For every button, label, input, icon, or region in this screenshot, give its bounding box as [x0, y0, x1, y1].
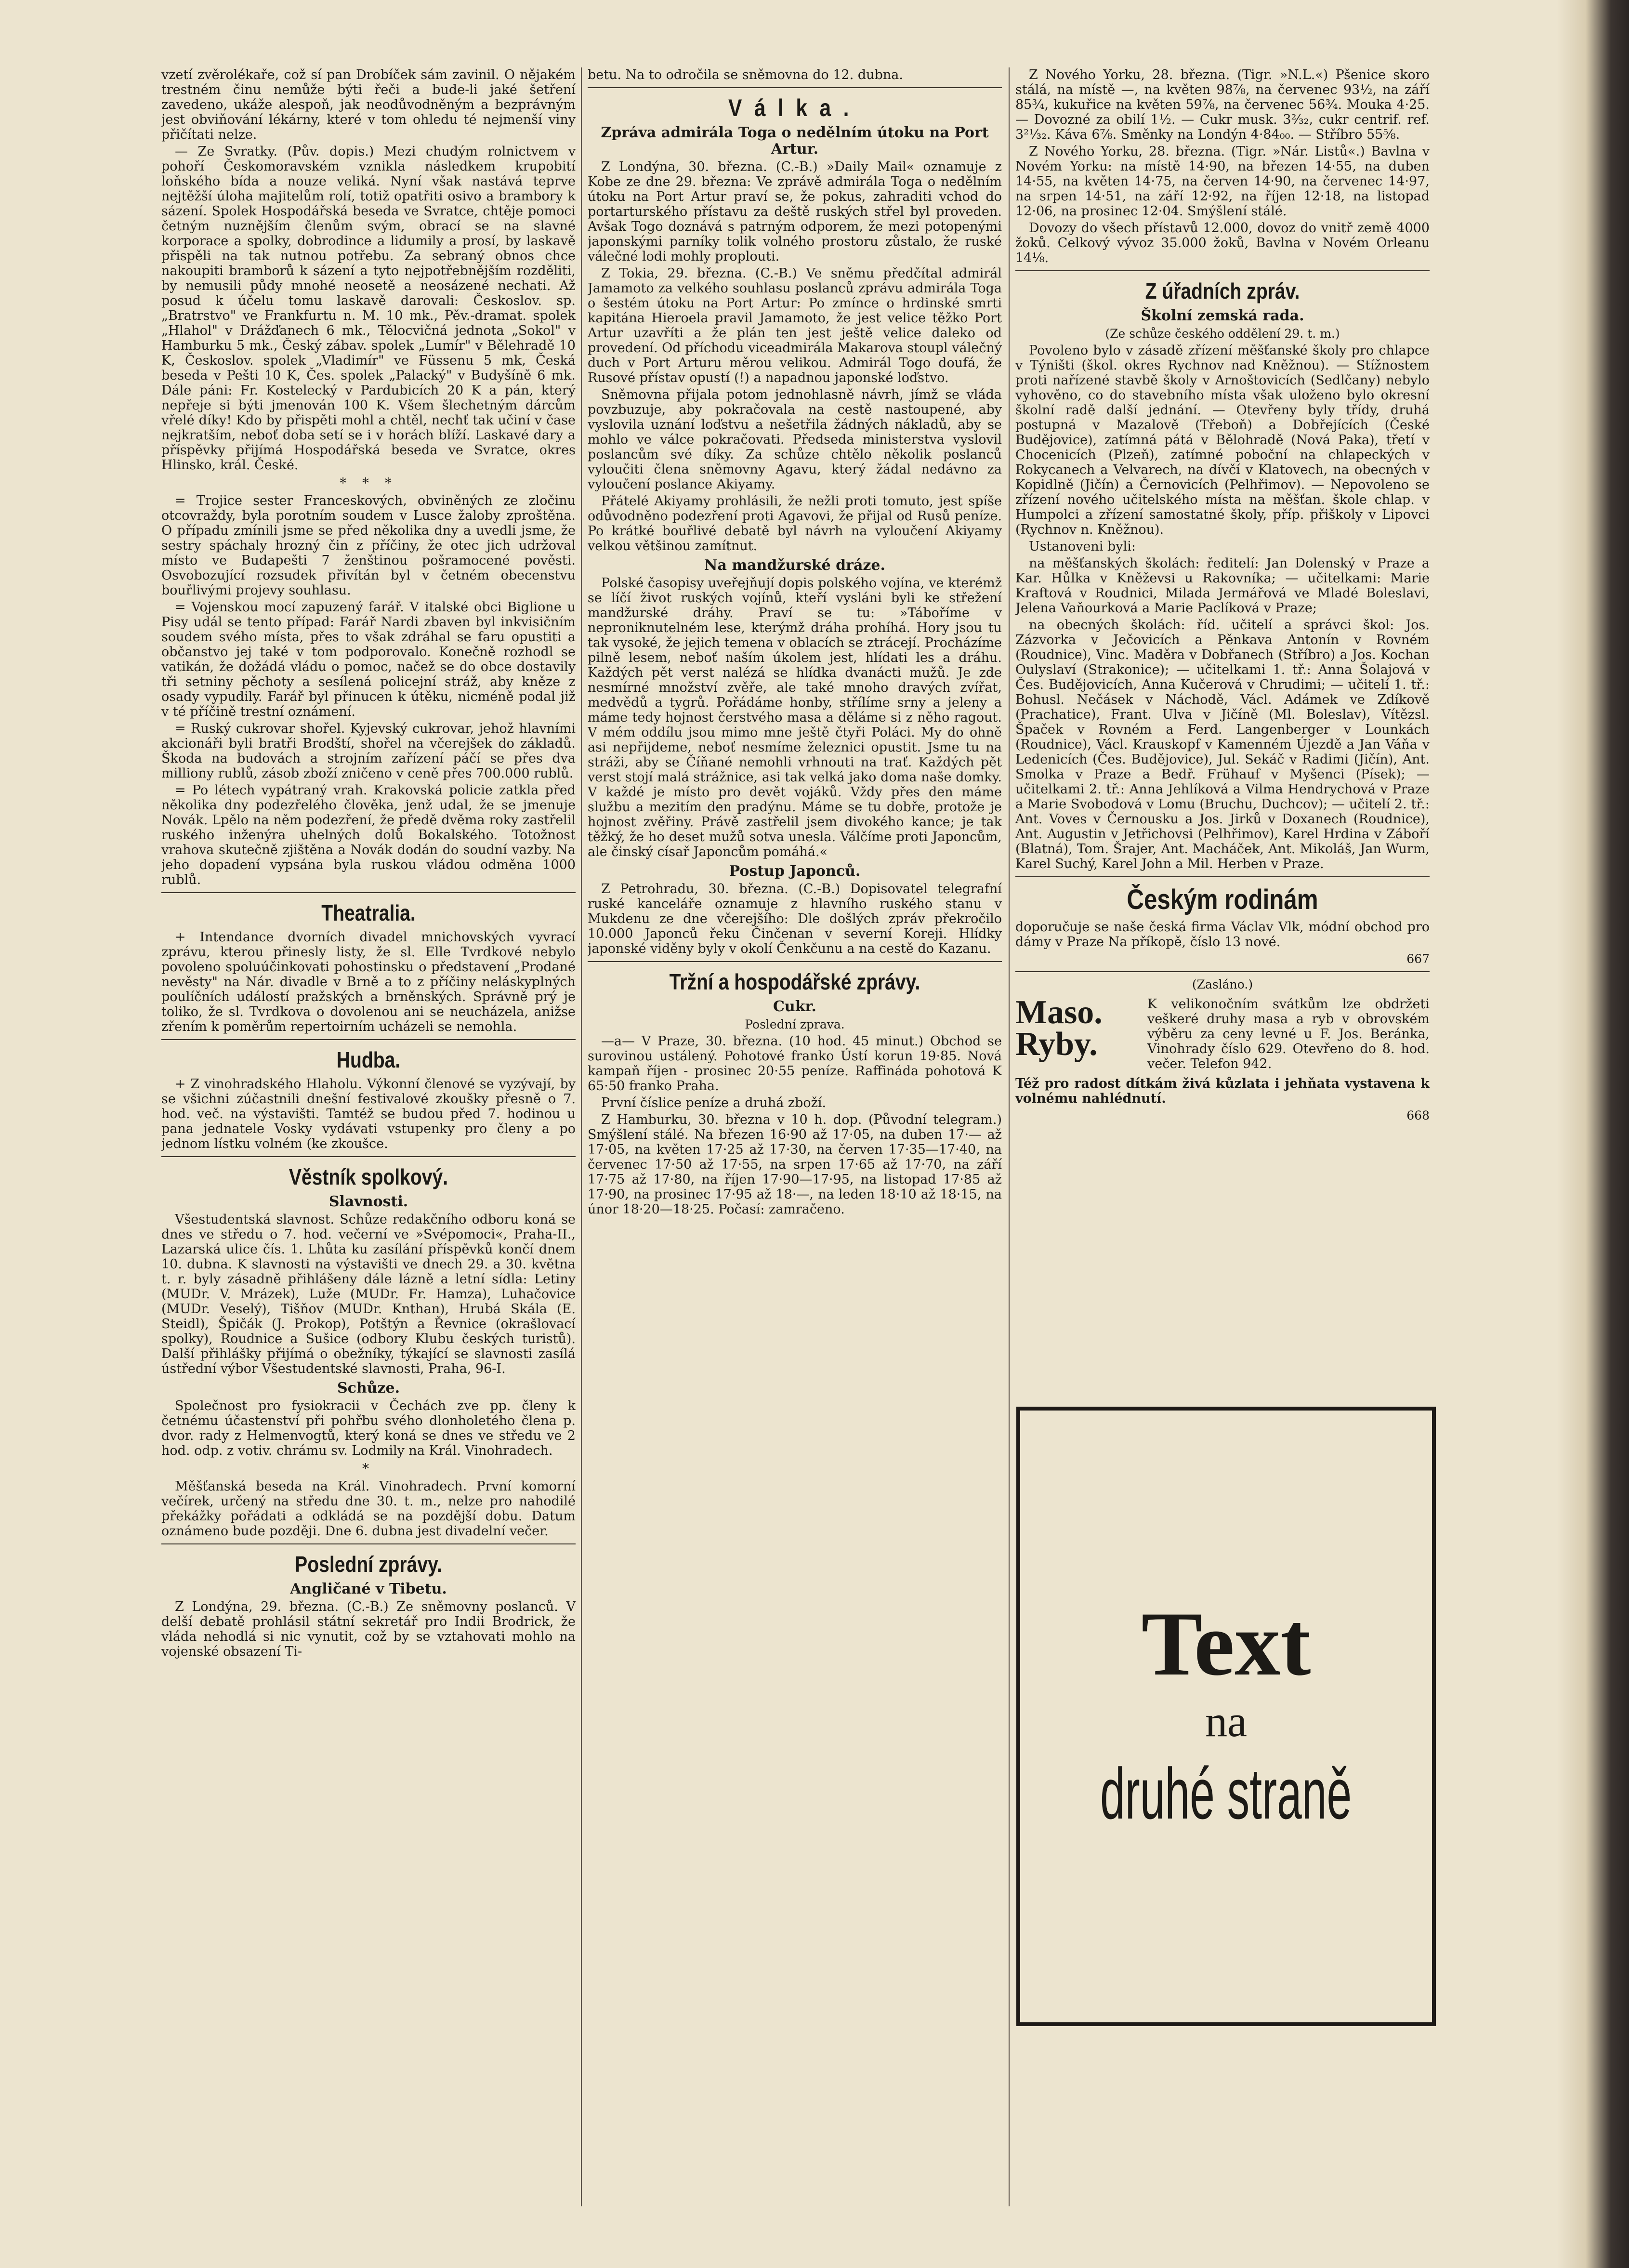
- sub-note: Poslední zprava.: [745, 1017, 845, 1031]
- advert-text: doporučuje se naše česká firma Václav Vlk, módní obchod pro dámy v Praze Na příkopě, číslo 13 nové.: [1015, 920, 1430, 949]
- sub-heading: Slavnosti.: [328, 1193, 408, 1210]
- divider: [588, 961, 1002, 962]
- advert-number: 668: [1406, 1108, 1430, 1122]
- article-text: — Ze Svratky. (Pův. dopis.) Mezi chudým rolnictvem v pohoří Českomoravském vznikla následkem krupobití loňského bída a nouze veliká. Nyní však nastává teprve nejtěžší úloha majitelům rolí, totiž opatřiti osivo a brambory k sázení. Spolek Hospodářská beseda ve Svratce, chtěje pomoci četným nuznějším členům svým, obrací se na slavné korporace a spolky, dobrodince a lidumily a prosí, by laskavě přispěli na tak nutnou potřebu. Za sebraný obnos chce nakoupiti bramborů k sázení a tyto nejpotřebnějším rozděliti, by nemusili půdy mnohé neosetě a neosázené nechati. Až posud k účelu tomu laskavě darovali: Českoslov. sp. „Bratrstvo" ve Frankfurtu n. M. 10 mk., Pěv.-dramat. spolek „Hlahol" v Drážďanech 6 mk., Tělocvičná jednota „Sokol" v Hamburku 5 mk., Český zábav. spolek „Lumír" v Bělehradě 10 K, Českoslov. spolek „Vladimír" ve Füssenu 5 mk, Česká beseda v Pešti 10 K, Čes. spolek „Palacký" v Budyšíně 6 mk. Dále páni: Fr. Kostelecký v Pardubicích 20 K a pán, který nepřeje si býti jmenován 100 K. Všem šlechetným dárcům vřelé díky! Kdo by přispěti mohl a chtěl, nechť tak učiní v čase nejkratším, neboť doba setí se i v horách blíží. Laskavé dary a příspěvky přijímá Hospodářská beseda ve Svratce, okres Hlinsko, král. České.: [161, 144, 576, 473]
- article-text: na měšťanských školách: ředitelí: Jan Dolenský v Praze a Kar. Hůlka v Kněževsi u Rakovníka; — učitelkami: Marie Kraftová v Roudnici, Milada Jermářová ve Mladé Boleslavi, Jelena Vaňourková a Marie Paclíková v Praze;: [1015, 556, 1430, 616]
- section-heading: Z úřadních zpráv.: [1145, 278, 1300, 303]
- article-text: Z Tokia, 29. března. (C.-B.) Ve sněmu předčítal admirál Jamamoto za velkého souhlasu poslanců zprávu admirála Toga o šestém útoku na Port Artur: Po zmínce o hrdinské smrti kapitána Hieroela pravil Jamamoto, že jest velice těžko Port Artur uzavříti a že plán ten jest ještě velice daleko od provedení. Od příchodu viceadmirála Makarova stoupl válečný duch v Port Arturu měrou velikou. Admirál Togo doufá, že Rusové přístav opustí (!) a napadnou japonské loďstvo.: [588, 266, 1002, 385]
- placeholder-subtitle: druhé straně: [1100, 1753, 1352, 1834]
- section-heading: Tržní a hospodářské zprávy.: [669, 969, 920, 994]
- section-heading: Theatralia.: [321, 900, 416, 925]
- divider: [1015, 270, 1430, 271]
- advert-number: 667: [1406, 952, 1430, 966]
- article-text: Z Nového Yorku, 28. března. (Tigr. »Nár. Listů«.) Bavlna v Novém Yorku: na místě 14·90, na březen 14·55, na duben 14·55, na květen 14·75, na červen 14·90, na červenec 14·97, na srpen 14·51, na září 12·92, na říjen 12·18, na listopad 12·06, na prosinec 12·04. Smýšlení stálé.: [1015, 144, 1430, 219]
- article-text: Z Hamburku, 30. března v 10 h. dop. (Původní telegram.) Smýšlení stálé. Na březen 16·90 až 17·05, na duben 17·— až 17·05, na květen 17·25 až 17·30, na červen 17·35—17·40, na červenec 17·50 až 17·55, na srpen 17·65 až 17·70, na září 17·75 až 17·80, na říjen 17·90—17·95, na listopad 17·85 až 17·90, na prosinec 17·95 až 18·—, na leden 18·10 až 18·15, na únor 18·20—18·25. Počasí: zamračeno.: [588, 1112, 1002, 1217]
- advert-text: K velikonočním svátkům lze obdržeti veškeré druhy masa a ryb v obrovském výběru za ceny levné u F. Jos. Beránka, Vinohrady číslo 629. Otevřeno do 8. hod. večer. Telefon 942.: [1147, 997, 1430, 1071]
- article-text: vzetí zvěrolékaře, což sí pan Drobíček sám zavinil. O nějakém trestném činu nemůže býti řeči a bude-li jaké šetření zavedeno, ukáže alespoň, jak neodůvodněným a bezprávným jest obviňování lékárny, které v tom ohledu té nejmenší viny přičítati nelze.: [161, 67, 576, 142]
- section-heading: Válka.: [728, 94, 861, 121]
- sub-heading: Cukr.: [773, 998, 816, 1015]
- placeholder-word: na: [1205, 1697, 1247, 1746]
- article-text: + Intendance dvorních divadel mnichovských vyvrací zprávu, kterou přinesly listy, že sl. Elle Tvrdkové nebylo povoleno spoluúčinkovati pohostinsku o představení „Prodané nevěsty" na Nár. divadle v Brně a to z příčiny neláskyplných poulíčních událostí pražských a brněnských. Správně prý je toliko, že sl. Tvrdkova o dovolenou ani se neucházela, anižse zřením k poměrům repertoirním ucházeli se nemohla.: [161, 930, 576, 1034]
- article-text: Z Londýna, 29. března. (C.-B.) Ze sněmovny poslanců. V delší debatě prohlásil státní sekretář pro Indii Brodrick, že vláda nehodlá si nic vynutit, což by se vztahovati mohlo na vojenské obsazení Ti-: [161, 1599, 576, 1659]
- article-text: Sněmovna přijala potom jednohlasně návrh, jímž se vláda povzbuzuje, aby pokračovala na cestě nastoupené, aby vyslovila uznání loďstvu a nešetřila žádných nákladů, aby se mohlo ve válce pokračovati. Předseda ministerstva vyslovil poslancům své díky. Za schůze chtělo několik poslanců vyloučiti člena sněmovny Agavu, který žádal nedávno za vyloučení poslance Akiyamy.: [588, 387, 1002, 492]
- article-text: Společnost pro fysiokracii v Čechách zve pp. členy k četnému účastenství při pohřbu svého dlonholetého člena p. dvor. rady z Helmenvogtů, který koná se dnes ve středu ve 2 hod. odp. z votiv. chrámu sv. Lodmily na Král. Vinohradech.: [161, 1398, 576, 1458]
- article-text: Dovozy do všech přístavů 12.000, dovoz do vnitř země 4000 žoků. Celkový vývoz 35.000 žoků, Bavlna v Novém Orleanu 14⅛.: [1015, 221, 1430, 265]
- advert-heading: Českým rodinám: [1127, 884, 1318, 915]
- column-rule: [1009, 67, 1010, 2206]
- article-text: betu. Na to odročila se sněmovna do 12. dubna.: [588, 67, 903, 82]
- article-text: = Ruský cukrovar shořel. Kyjevský cukrovar, jehož hlavními akcionáři byli bratři Brodští, shořel na včerejšek do základů. Škoda na budovách a strojním zařízení páčí se přes dva milliony rublů, zásob zboží zničeno v ceně přes 700.000 rublů.: [161, 721, 576, 781]
- divider: [161, 1543, 576, 1544]
- page-edge: [1557, 0, 1629, 2268]
- sub-heading: Postup Japonců.: [729, 863, 861, 880]
- article-text: na obecných školách: říd. učitelí a správci škol: Jos. Zázvorka v Ječovicích a Pěnkava Antonín v Rovném (Roudnice), Vinc. Maděra v Dobřanech (Stříbro) a Jos. Kochan Oulyslaví (Strakonice); — učitelkami 1. tř.: Anna Šolajová v Čes. Budějovicích, Anna Kučerová v Chrudimi; — učitelí 1. tř.: Bohusl. Nečásek v Náchodě, Václ. Adámek ve Zdíkově (Prachatice), Frant. Ulva v Jičíně (Ml. Boleslav), Vítězsl. Špaček v Rovném a Ferd. Langenberger v Lounkách (Roudnice), Václ. Krauskopf v Kamenném Újezdě a Jan Váňa v Ledenicích (Čes. Budějovice), Jul. Sekáč v Radimi (Jičín), Ant. Smolka v Praze a Bedř. Frühauf v Myšenci (Písek); — učitelkami 2. tř.: Anna Jehlíková a Vilma Hendrychová v Praze a Marie Svobodová v Lomu (Bruchu, Duchcov); — učitelí 2. tř.: Ant. Voves v Černousku a Jos. Jirků v Doxanech (Roudnice), Ant. Augustin v Jetřichovsi (Pelhřimov), Karel Hrdina v Záboří (Blatná), Tom. Šrajer, Ant. Macháček, Ant. Mikoláš, Jan Wurm, Karel Suchý, Karel John a Mil. Herben v Praze.: [1015, 618, 1430, 871]
- column-left: [161, 67, 576, 2206]
- divider: [161, 892, 576, 893]
- article-text: Ustanoveni byli:: [1029, 539, 1136, 554]
- separator: *: [362, 1461, 375, 1477]
- section-heading: Poslední zprávy.: [295, 1552, 442, 1577]
- sub-heading: Angličané v Tibetu.: [290, 1581, 447, 1597]
- article-text: = Vojenskou mocí zapuzený farář. V italské obci Biglione u Pisy udál se tento případ: Farář Nardi zbaven byl inkvisičním soudem svého místa, přes to však zdráhal se faru opustiti a občanstvo jej také v tom podporovalo. Konečně rozhodl se vatikán, že dožádá vládu o pomoc, načež se do obce dostavily tři setniny pěchoty a sesílená policejní stráž, aby kněze z osady vypudily. Farář byl přinucen k útěku, nicméně podal již v té příčině trestní oznámení.: [161, 600, 576, 719]
- article-text: Povoleno bylo v zásadě zřízení měšťanské školy pro chlapce v Týništi (škol. okres Rychnov nad Kněžnou). — Stížnostem proti nařízené stavbě školy v Arnoštovicích (Sedlčany) nebylo vyhověno, co do stavebního místa však uloženo bylo okresní školní radě další jednání. — Otevřeny byly třídy, druhá postupná v Mazalově (Třeboň) a Dobřejících (České Budějovice), zatímná pátá v Bělohradě (Nová Paka), třetí v Chocenicích (Plzeň), zatímné poboční na chlapeckých v Rokycanech a Velvarech, na dívčí v Klatovech, na obecných v Kopidlně (Jičín) a Černovicích (Pelhřimov). — Nepovoleno se zřízení nového učitelského místa na měšťan. škole chlap. v Humpolci a zřízení samostatné školy, příp. přiškoly v Lipovci (Rychnov n. Kněžnou).: [1015, 343, 1430, 537]
- article-text: = Po létech vypátraný vrah. Krakovská policie zatkla před několika dny podezřelého člověka, jenž udal, že se jmenuje Novák. Lpělo na něm podezření, že předě dvěma roky zastřelil ruského inženýra uhelných dolů Bokalského. Totožnost vrahova skutečně zjištěna a Novák dodán do soudní vazby. Na jeho dopadení vypsána byla ruskou vládou odměna 1000 rublů.: [161, 783, 576, 887]
- article-text: Z Londýna, 30. března. (C.-B.) »Daily Mail« oznamuje z Kobe ze dne 29. března: Ve zprávě admirála Toga o nedělním útoku na Port Artur praví se, že pokus, zahraditi vchod do portarturského přístavu za deště ruských střel byl proveden. Avšak Togo doznává s patrným odporem, že mezi potopenými japonskými parníky tolik volného prostoru zůstalo, že ruské válečné lodi mohly proplouti.: [588, 159, 1002, 264]
- article-text: Přátelé Akiyamy prohlásili, že nežli proti tomuto, jest spíše odůvodněno podezření proti Agavovi, že přijal od Rusů peníze. Po krátké bouřlivé debatě byl návrh na vyloučení Akiyamy velkou většinou zamítnut.: [588, 494, 1002, 554]
- separator: * * *: [340, 475, 397, 491]
- divider: [161, 1156, 576, 1157]
- advert-maso-ryby: [1015, 994, 1430, 1071]
- divider: [588, 87, 1002, 88]
- section-heading: Hudba.: [336, 1047, 401, 1072]
- text-on-other-side-box: [1016, 1407, 1436, 2026]
- placeholder-title: Text: [1141, 1594, 1311, 1695]
- article-text: První číslice peníze a druhá zboží.: [601, 1095, 827, 1110]
- advert-text: Též pro radost dítkám živá kůzlata i jehňata vystavena k volnému nahlédnutí.: [1015, 1076, 1430, 1106]
- zaslano-label: (Zasláno.): [1192, 977, 1253, 991]
- article-text: Všestudentská slavnost. Schůze redakčního odboru koná se dnes ve středu o 7. hod. večerní ve »Svépomoci«, Praha-II., Lazarská ulice čís. 1. Lhůta ku zasílání příspěvků končí dnem 10. dubna. K slavnosti na výstavišti ve dnech 29. a 30. května t. r. byly zásadně přihlášeny dále lázně a letní sídla: Letiny (MUDr. V. Mrázek), Luže (MUDr. Fr. Hamza), Luhačovice (MUDr. Veselý), Tišňov (MUDr. Knthan), Hrubá Skála (E. Steidl), Špičák (J. Prokop), Potštýn a Řevnice (okrašlovací spolky), Roudnice a Sušice (odbory Klubu českých turistů). Další přihlášky přijímá o obežníky, týkající se slavnosti zasílá ústřední výbor Všestudentské slavnosti, Praha, 96-I.: [161, 1212, 576, 1376]
- section-heading: Věstník spolkový.: [289, 1164, 448, 1189]
- article-text: = Trojice sester Franceskových, obviněných ze zločinu otcovraždy, byla porotním soudem v Lusce žaloby zproštěna. O případu zmínili jsme se před několika dny a uvedli jsme, že sestry spáchaly hrozný čin z příčiny, že otec jich udržoval místo ve Budapešti 7 ženštinou pošramocené pověsti. Osvobozující rozsudek přivítán byl v četném obecenstvu bouřlivými projevy souhlasu.: [161, 493, 576, 598]
- sub-heading: Schůze.: [337, 1380, 400, 1397]
- sub-note: (Ze schůze českého oddělení 29. t. m.): [1105, 327, 1340, 341]
- article-text: —a— V Praze, 30. března. (10 hod. 45 minut.) Obchod se surovinou ustálený. Pohotové franko Ústí korun 19·85. Nová kampaň říjen - prosinec 20·55 peníze. Raffináda pohotová K 65·50 franko Praha.: [588, 1034, 1002, 1094]
- divider: [161, 1039, 576, 1040]
- article-text: Z Petrohradu, 30. března. (C.-B.) Dopisovatel telegrafní ruské kanceláře oznamuje z hlavního ruského stanu v Mukdenu ze dne včerejšího: Dle došlých zpráv překročilo 10.000 Japonců řeku Činčenan v severní Koreji. Hlídky japonské viděny byly v okolí Čenkčunu a na cestě do Kazanu.: [588, 882, 1002, 956]
- column-middle: [588, 67, 1002, 2206]
- sub-heading: Školní zemská rada.: [1141, 307, 1304, 324]
- divider: [1015, 876, 1430, 877]
- article-text: Měšťanská beseda na Král. Vinohradech. První komorní večírek, určený na středu dne 30. t. m., nelze pro nahodilé překážky pořádati a odkládá se na pozdější dobu. Datum oznámeno bude později. Dne 6. dubna jest divadelní večer.: [161, 1479, 576, 1539]
- article-text: + Z vinohradského Hlaholu. Výkonní členové se vyzývají, by se všichni zúčastnili dnešní festivalové zkoušky přesně o 7. hod. več. na výstavišti. Tamtéž se budou před 7. hodinou u pana jednatele Vosky vydávati vstupenky pro členy a po jednom lístku volném (ke zkoušce.: [161, 1077, 576, 1151]
- advert-big-title: Maso. Ryby.: [1015, 994, 1103, 1063]
- article-text: Polské časopisy uveřejňují dopis polského vojína, ve kterémž se líčí život ruských vojínů, kteří vysláni byli ke střežení mandžurské dráhy. Praví se tu: »Táboříme v neproniknutelném lese, kterýmž dráha prohíhá. Hory jsou tu tak vysoké, že jejich temena v oblacích se ztrácejí. Procházíme pilně lesem, neboť naším úkolem jest, hlídati les a dráhu. Každých pět verst nalézá se hlídka dvanácti mužů. Je zde nesmírné množství zvěře, ale také mnoho dravých zvířat, medvědů a tygrů. Pořádáme honby, střílíme srny a jeleny a máme tedy hojnost čerstvého masa a děláme si z něho ragout. V mém oddílu jsou mimo mne ještě čtyři Poláci. My do ohně asi nepřijdeme, neboť nesmíme železnici opustit. Jsme tu na stráži, aby se Číňané nemohli vrhnouti na trať. Každých pět verst stojí malá strážnice, asi tak velká jako doma naše domky. V každé je místo pro devět vojáků. Vždy přes den máme službu a mezitím den pradýnu. Máme se tu dobře, protože je hojnost zvěřiny. Právě zastřelil jsem divokého kance; je tak těžký, že ho deset mužů sotva unesla. Válčíme proti Japoncům, ale činský císař Japoncům pomáhá.«: [588, 576, 1002, 859]
- sub-heading: Zpráva admirála Toga o nedělním útoku na Port Artur.: [601, 124, 989, 158]
- divider: [1015, 971, 1430, 972]
- column-rule: [581, 67, 582, 2206]
- article-text: Z Nového Yorku, 28. března. (Tigr. »N.L.«) Pšenice skoro stálá, na místě —, na květen 98⅞, na červenec 93½, na září 85¾, kukuřice na květen 59⅞, na červenec 56¾. Mouka 4·25. — Dovozné za obilí 1½. — Cukr musk. 3²⁄₃₂, cukr centrif. ref. 3²¹⁄₃₂. Káva 6⅞. Směnky na Londýn 4·84₀₀. — Stříbro 55⅝.: [1015, 67, 1430, 142]
- sub-heading: Na mandžurské dráze.: [704, 557, 885, 574]
